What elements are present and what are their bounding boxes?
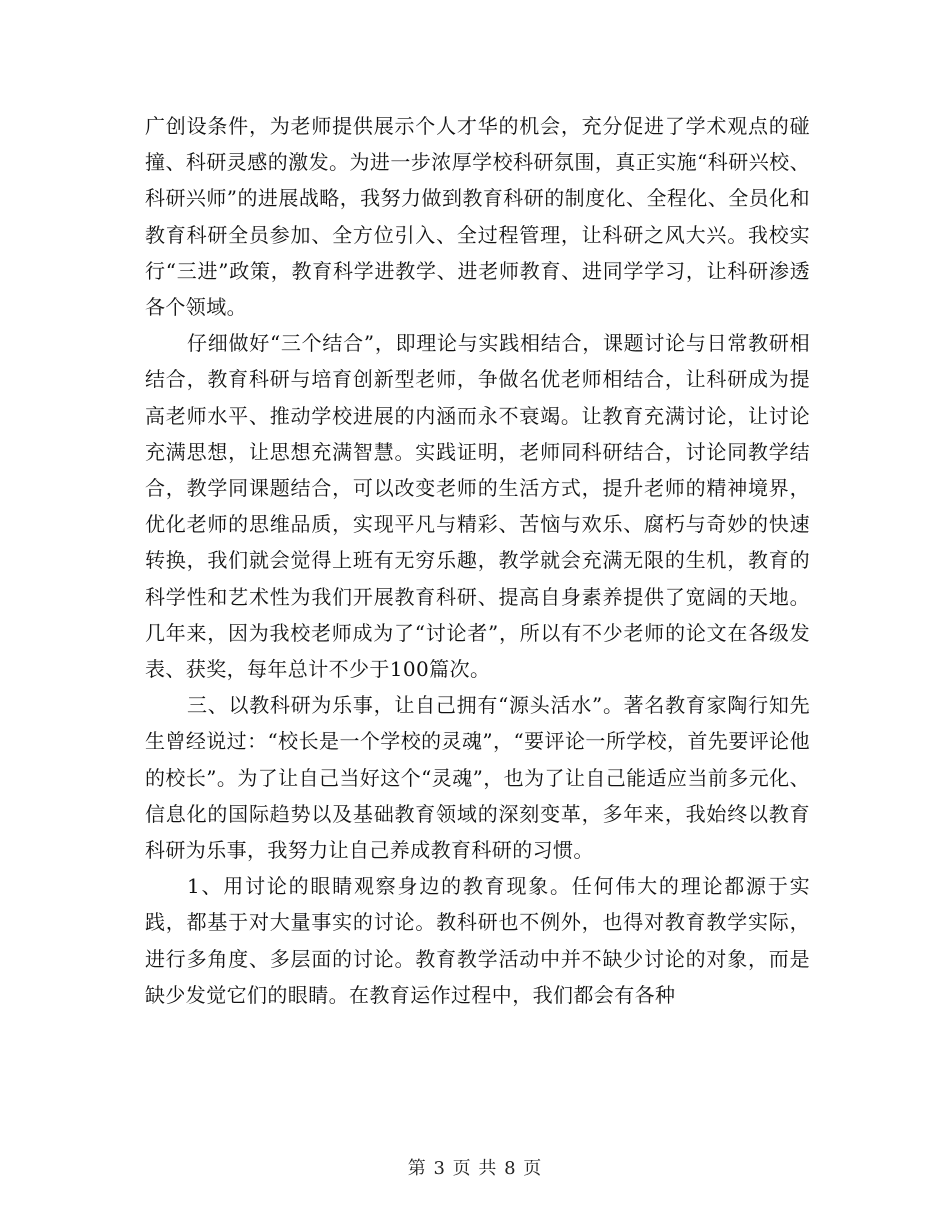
paragraph-item-one: 1、用讨论的眼睛观察身边的教育现象。任何伟大的理论都源于实践，都基于对大量事实的讨论。教科研也不例外，也得对教育教学实际，进行多角度、多层面的讨论。教育教学活动中并不缺少讨论的对象，而是缺少发觉它们的眼睛。在教育运作过程中，我们都会有各种 — [145, 874, 810, 1007]
document-body — [145, 108, 810, 1013]
paragraph-continuation: 广创设条件，为老师提供展示个人才华的机会，充分促进了学术观点的碰撞、科研灵感的激发。为进一步浓厚学校科研氛围，真正实施“科研兴校、科研兴师”的进展战略，我努力做到教育科研的制度化、全程化、全员化和教育科研全员参加、全方位引入、全过程管理，让科研之风大兴。我校实行“三进”政策，教育科学进教学、进老师教育、进同学学习，让科研渗透各个领域。 — [145, 114, 810, 320]
paragraph-three-combinations: 仔细做好“三个结合”，即理论与实践相结合，课题讨论与日常教研相结合，教育科研与培育创新型老师，争做名优老师相结合，让科研成为提高老师水平、推动学校进展的内涵而永不衰竭。让教育充满讨论，让讨论充满思想，让思想充满智慧。实践证明，老师同科研结合，讨论同教学结合，教学同课题结合，可以改变老师的生活方式，提升老师的精神境界，优化老师的思维品质，实现平凡与精彩、苦恼与欢乐、腐朽与奇妙的快速转换，我们就会觉得上班有无穷乐趣，教学就会充满无限的生机，教育的科学性和艺术性为我们开展教育科研、提高自身素养提供了宽阔的天地。几年来，因为我校老师成为了“讨论者”，所以有不少老师的论文在各级发表、获奖，每年总计不少于100篇次。 — [145, 331, 810, 682]
paragraph-section-three: 三、以教科研为乐事，让自己拥有“源头活水”。著名教育家陶行知先生曾经说过：“校长是一个学校的灵魂”，“要评论一所学校，首先要评论他的校长”。为了让自己当好这个“灵魂”，也为了让自己能适应当前多元化、信息化的国际趋势以及基础教育领域的深刻变革，多年来，我始终以教育科研为乐事，我努力让自己养成教育科研的习惯。 — [145, 693, 810, 863]
page-number-footer: 第 3 页 共 8 页 — [407, 1158, 543, 1179]
